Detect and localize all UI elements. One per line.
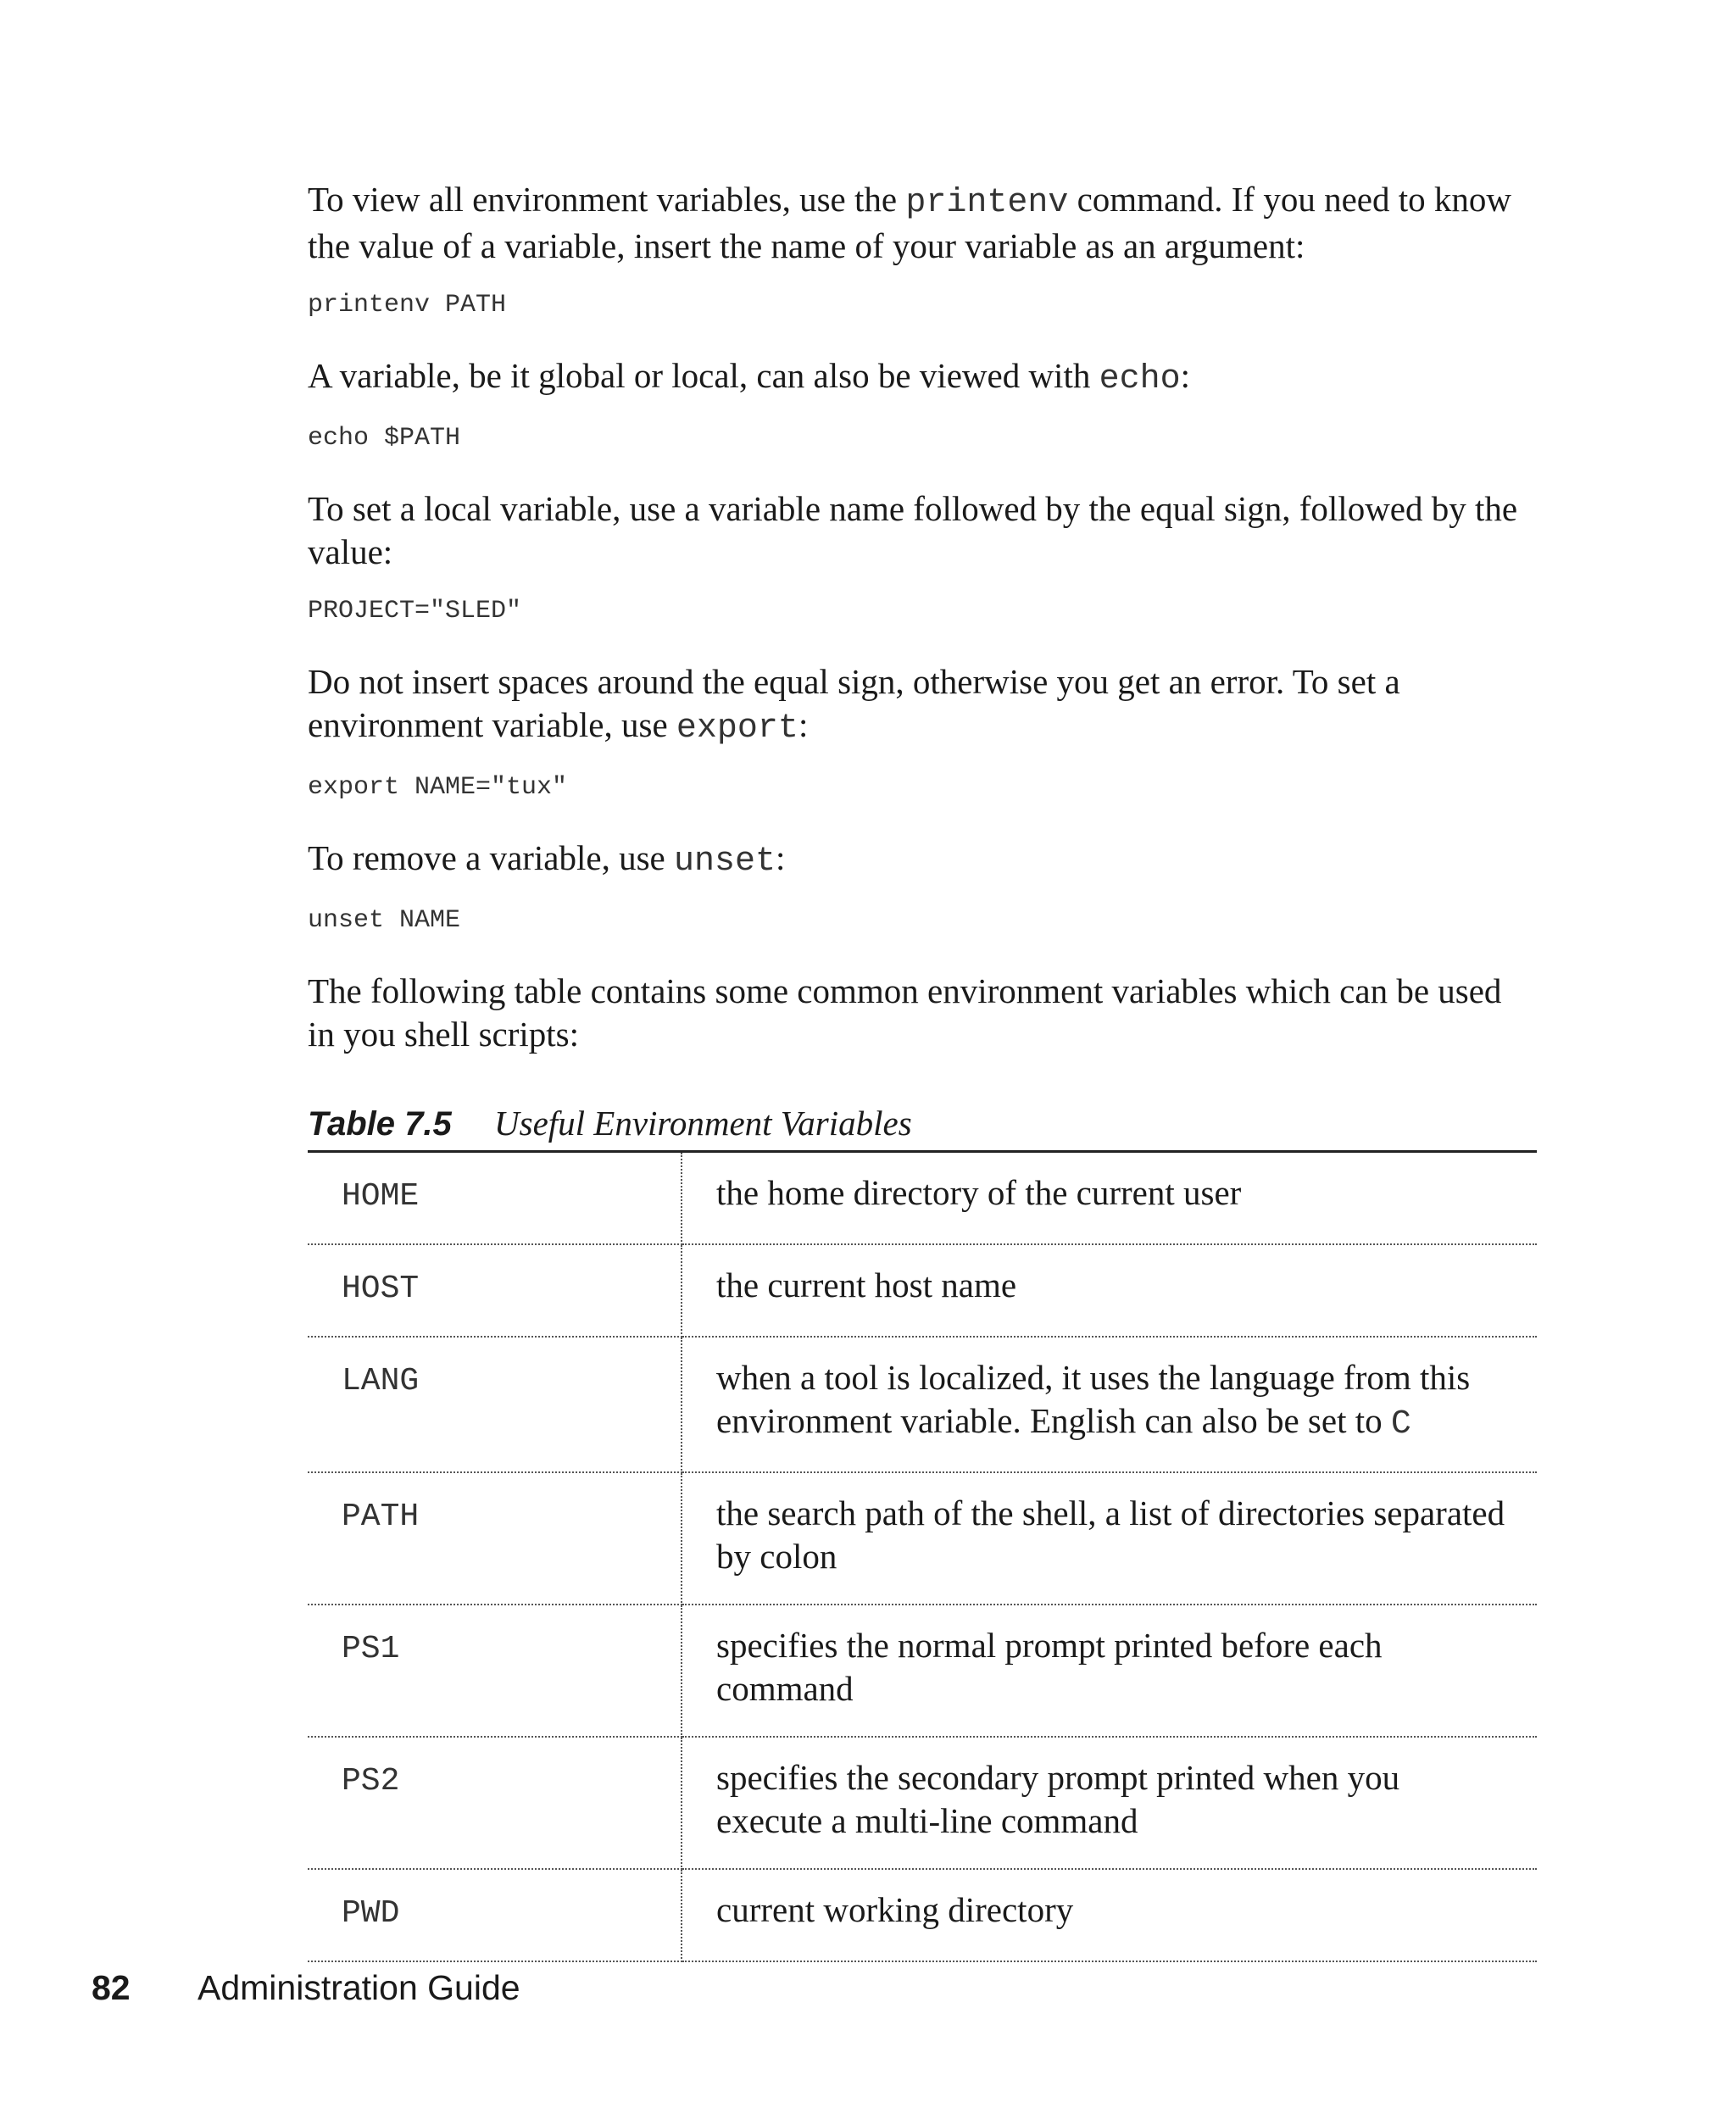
- paragraph-text: :: [776, 838, 786, 877]
- table-row: [308, 1605, 1537, 1737]
- description-text: specifies the normal prompt printed before each command: [716, 1626, 1383, 1708]
- variable-name: PS2: [308, 1737, 682, 1869]
- paragraph-text: Do not insert spaces around the equal sign, otherwise you get an error. To set a environment variable, use: [308, 662, 1400, 744]
- description-text: the current host name: [716, 1265, 1017, 1304]
- paragraph-text: :: [1180, 356, 1191, 395]
- variable-description: [682, 1605, 1537, 1737]
- paragraph-unset: [308, 837, 1537, 883]
- page-footer: [92, 1968, 520, 2008]
- code-unset-name: unset NAME: [308, 906, 461, 935]
- paragraph-text: A variable, be it global or local, can also be viewed with: [308, 356, 1099, 395]
- table-row: [308, 1152, 1537, 1245]
- variable-name: LANG: [308, 1337, 682, 1472]
- variable-description: [682, 1472, 1537, 1605]
- description-text: when a tool is localized, it uses the language from this environment variable. English can also be set to: [716, 1358, 1471, 1440]
- code-printenv-path: printenv PATH: [308, 291, 507, 320]
- page-number: 82: [92, 1968, 131, 2007]
- paragraph-echo: [308, 354, 1537, 401]
- paragraph-text: To remove a variable, use: [308, 838, 675, 877]
- inline-code-printenv: printenv: [905, 184, 1069, 222]
- paragraph-text: :: [798, 705, 809, 744]
- variable-name: PS1: [308, 1605, 682, 1737]
- variable-description: [682, 1337, 1537, 1472]
- description-text: specifies the secondary prompt printed when you execute a multi-line command: [716, 1758, 1400, 1840]
- table-row: [308, 1472, 1537, 1605]
- table-row: [308, 1869, 1537, 1961]
- table-title: Useful Environment Variables: [494, 1104, 912, 1143]
- variable-description: [682, 1737, 1537, 1869]
- variable-description: [682, 1869, 1537, 1961]
- paragraph-export: [308, 660, 1537, 750]
- variable-description: [682, 1244, 1537, 1337]
- paragraph-printenv: [308, 178, 1537, 268]
- paragraph-table-intro: The following table contains some common environment variables which can be used in you shell scripts:: [308, 971, 1502, 1054]
- variable-name: PATH: [308, 1472, 682, 1605]
- table-row: [308, 1244, 1537, 1337]
- table-caption: [308, 1103, 1537, 1143]
- table-label: Table 7.5: [308, 1105, 452, 1143]
- inline-code: C: [1390, 1405, 1411, 1443]
- page-content: [308, 178, 1537, 1962]
- inline-code-unset: unset: [674, 843, 776, 881]
- description-text: the home directory of the current user: [716, 1173, 1242, 1212]
- description-text: the search path of the shell, a list of directories separated by colon: [716, 1493, 1505, 1576]
- inline-code-echo: echo: [1099, 360, 1181, 398]
- code-echo-path: echo $PATH: [308, 424, 461, 453]
- table-row: [308, 1337, 1537, 1472]
- description-text: current working directory: [716, 1890, 1074, 1929]
- code-project-sled: PROJECT="SLED": [308, 597, 522, 626]
- paragraph-text: To view all environment variables, use the: [308, 180, 906, 219]
- variable-description: [682, 1152, 1537, 1245]
- inline-code-export: export: [676, 709, 798, 748]
- variable-name: HOST: [308, 1244, 682, 1337]
- table-row: [308, 1737, 1537, 1869]
- variable-name: PWD: [308, 1869, 682, 1961]
- code-export-name: export NAME="tux": [308, 773, 568, 802]
- variable-name: HOME: [308, 1152, 682, 1245]
- paragraph-text: command. If you need to know the value of a variable, insert the name of your variable as an argument:: [308, 180, 1511, 265]
- book-title: Administration Guide: [198, 1968, 520, 2007]
- environment-variables-table: [308, 1150, 1537, 1962]
- paragraph-local-variable: To set a local variable, use a variable name followed by the equal sign, followed by the value:: [308, 489, 1518, 571]
